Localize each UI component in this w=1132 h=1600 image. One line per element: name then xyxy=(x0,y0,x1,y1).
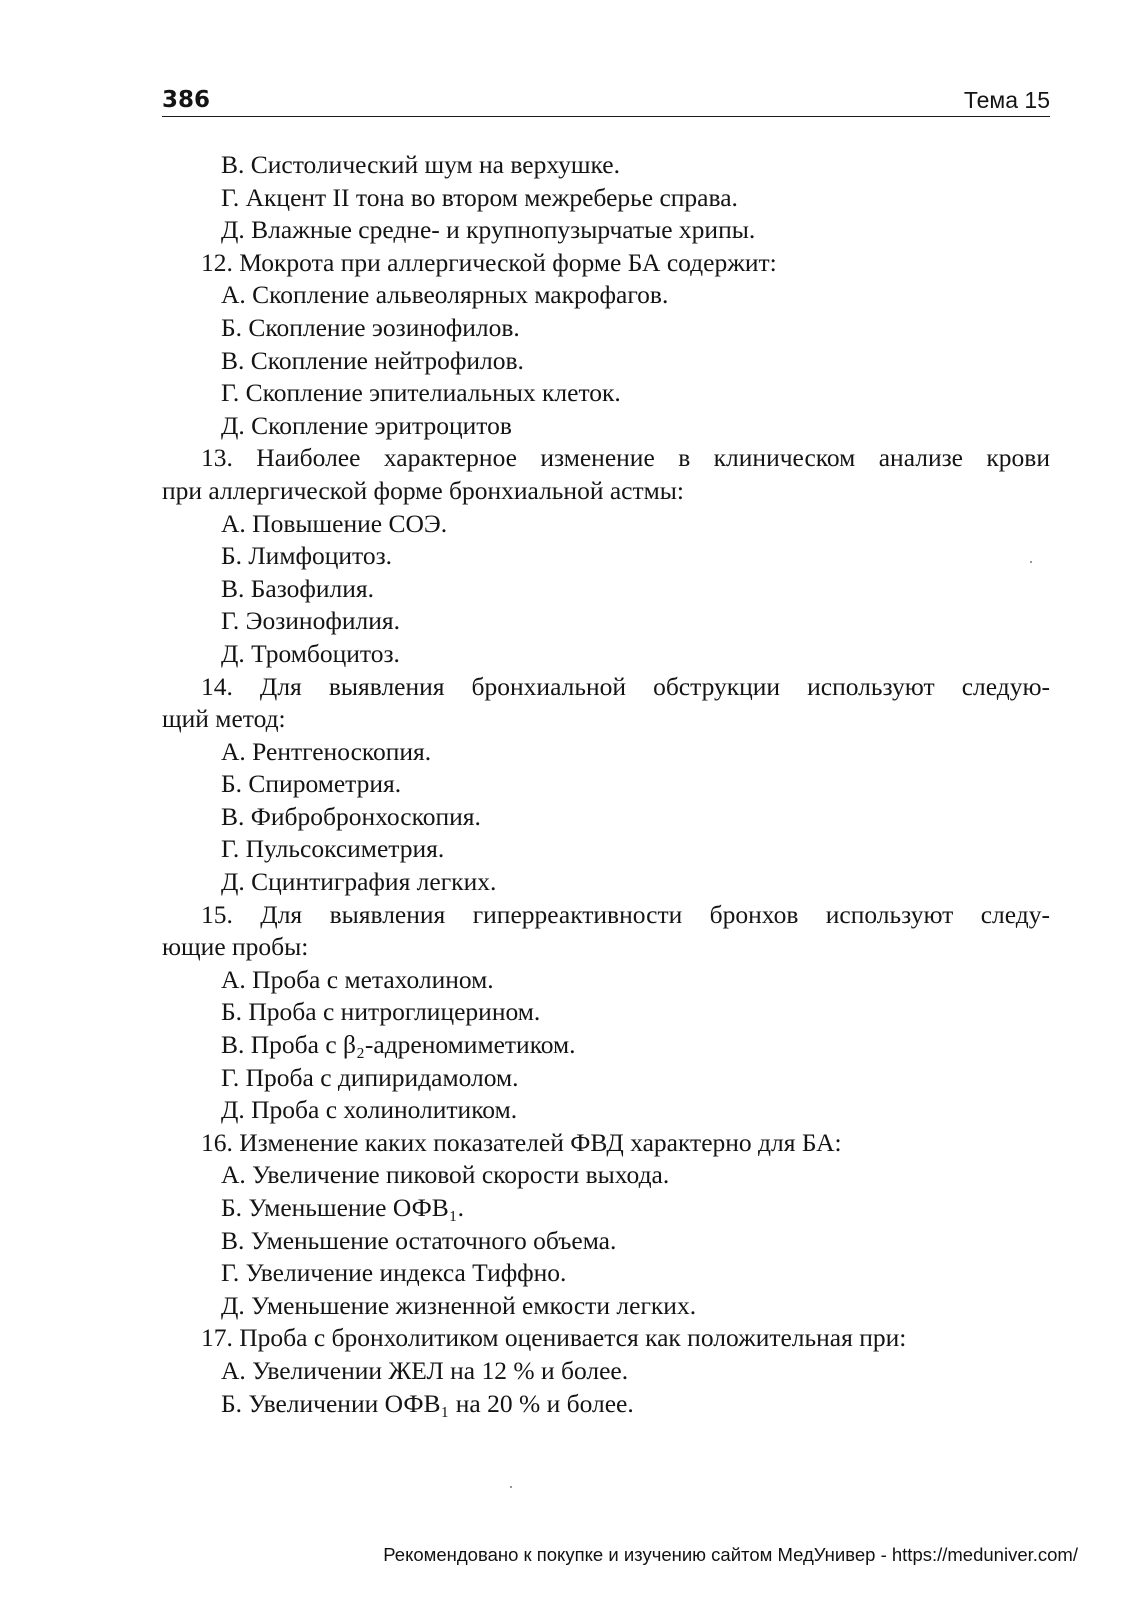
answer-option: А. Повышение СОЭ. xyxy=(221,508,448,538)
question-line: 16. Изменение каких показателей ФВД характерно для БА: xyxy=(201,1127,842,1157)
answer-option: В. Скопление нейтрофилов. xyxy=(221,345,524,375)
answer-option: Б. Лимфоцитоз. xyxy=(221,541,393,571)
answer-option: А. Увеличении ЖЕЛ на 12 % и более. xyxy=(221,1355,629,1385)
answer-option: Д. Сцинтиграфия легких. xyxy=(221,867,497,897)
footer-note: Рекомендовано к покупке и изучению сайтом МедУнивер - https://meduniver.com/ xyxy=(383,1544,1078,1565)
answer-option: А. Скопление альвеолярных макрофагов. xyxy=(221,280,669,310)
answer-option: В. Фибробронхоскопия. xyxy=(221,801,481,831)
question-continuation: щий метод: xyxy=(162,704,286,734)
answer-option: Б. Проба с нитроглицерином. xyxy=(221,997,541,1027)
header-rule xyxy=(162,116,1050,117)
question-continuation: ющие пробы: xyxy=(162,932,309,962)
page-body xyxy=(162,149,1050,1420)
answer-option: В. Базофилия. xyxy=(221,573,375,603)
question-line: 15. Для выявления гиперреактивности бронхов используют следу- xyxy=(201,899,1050,929)
answer-option: А. Проба с метахолином. xyxy=(221,964,494,994)
answer-option: В. Систолический шум на верхушке. xyxy=(221,150,620,179)
answer-option: Д. Уменьшение жизненной емкости легких. xyxy=(221,1290,697,1320)
answer-option: Д. Тромбоцитоз. xyxy=(221,638,400,668)
question-continuation: при аллергической форме бронхиальной астмы: xyxy=(162,475,684,505)
question-line: 13. Наиболее характерное изменение в клиническом анализе крови xyxy=(201,443,1050,473)
answer-option: В. Проба с β₂-адреномиметиком. xyxy=(221,1030,576,1060)
answer-option: А. Рентгеноскопия. xyxy=(221,736,432,766)
answer-option: А. Увеличение пиковой скорости выхода. xyxy=(221,1160,670,1190)
answer-option: Д. Влажные средне- и крупнопузырчатые хрипы. xyxy=(221,215,756,245)
answer-option: Б. Скопление эозинофилов. xyxy=(221,312,520,342)
question-line: 12. Мокрота при аллергической форме БА содержит: xyxy=(201,247,777,277)
answer-option: Г. Эозинофилия. xyxy=(221,606,400,636)
scan-speck xyxy=(510,1486,512,1488)
answer-option: Д. Проба с холинолитиком. xyxy=(221,1095,518,1125)
question-line: 17. Проба с бронхолитиком оценивается как положительная при: xyxy=(201,1323,907,1353)
answer-option: Д. Скопление эритроцитов xyxy=(221,410,512,440)
page-number: 386 xyxy=(162,87,211,113)
answer-option: Г. Увеличение индекса Тиффно. xyxy=(221,1258,567,1288)
answer-option: В. Уменьшение остаточного объема. xyxy=(221,1225,617,1255)
answer-option: Г. Пульсоксиметрия. xyxy=(221,834,445,864)
question-line: 14. Для выявления бронхиальной обструкции используют следую- xyxy=(201,671,1050,701)
answer-option: Б. Спирометрия. xyxy=(221,769,402,799)
running-header xyxy=(162,86,1050,118)
answer-option: Г. Акцент II тона во втором межреберье справа. xyxy=(221,182,738,212)
answer-option: Б. Увеличении ОФВ₁ на 20 % и более. xyxy=(221,1388,634,1418)
scan-speck xyxy=(1030,561,1032,563)
answer-option: Б. Уменьшение ОФВ₁. xyxy=(221,1193,465,1222)
answer-option: Г. Скопление эпителиальных клеток. xyxy=(221,378,621,408)
chapter-topic: Тема 15 xyxy=(963,87,1050,113)
answer-option: Г. Проба с дипиридамолом. xyxy=(221,1062,519,1092)
